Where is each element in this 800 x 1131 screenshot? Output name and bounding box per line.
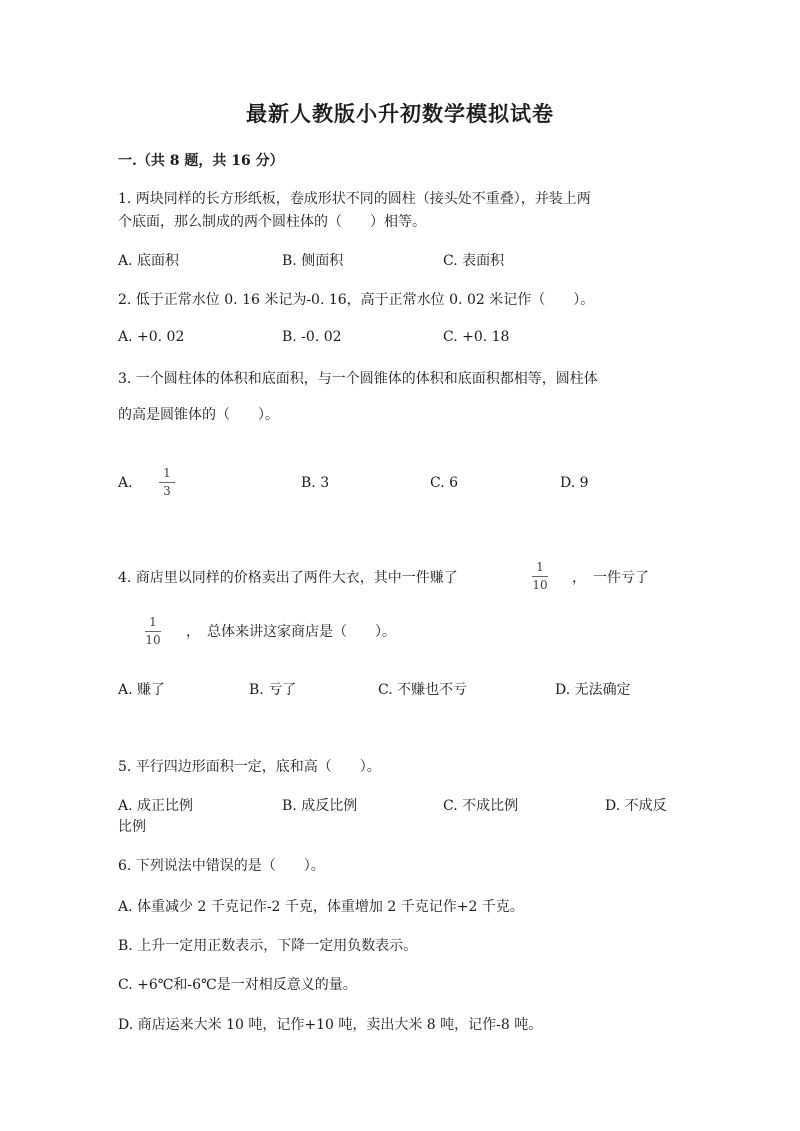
q6-option-a: A. 体重减少 2 千克记作-2 千克，体重增加 2 千克记作+2 千克。 [118, 899, 524, 915]
q4-fraction-gain [532, 561, 548, 591]
q3-option-d: D. 9 [560, 475, 589, 491]
q4-fraction-loss [145, 616, 161, 646]
q4-text-line1: 4. 商店里以同样的价格卖出了两件大衣，其中一件赚了 [118, 570, 458, 586]
fraction-bar [159, 482, 175, 483]
q4-option-b: B. 亏了 [249, 682, 297, 698]
q5-option-d: D. 不成反 [605, 798, 667, 814]
q2-option-b: B. -0. 02 [282, 329, 342, 345]
q3-option-a-fraction [159, 467, 175, 497]
q4-text-line2: ， 总体来讲这家商店是（ ）。 [186, 624, 396, 640]
q5-option-d-wrap: 比例 [118, 819, 146, 835]
q4-option-d: D. 无法确定 [555, 682, 631, 698]
q1-text-line2: 个底面，那么制成的两个圆柱体的（ ）相等。 [118, 214, 426, 230]
q1-option-a: A. 底面积 [118, 253, 180, 269]
q1-option-b: B. 侧面积 [282, 253, 344, 269]
page-title: 最新人教版小升初数学模拟试卷 [246, 101, 554, 126]
q5-option-c: C. 不成比例 [443, 798, 519, 814]
q4-option-c: C. 不赚也不亏 [378, 682, 468, 698]
q3-option-b: B. 3 [301, 475, 330, 491]
q3-text-line2: 的高是圆锥体的（ ）。 [118, 407, 279, 423]
fraction-denominator: 10 [145, 632, 161, 647]
fraction-bar [145, 631, 161, 632]
q1-option-c: C. 表面积 [443, 253, 505, 269]
q5-option-b: B. 成反比例 [282, 798, 358, 814]
q5-option-a: A. 成正比例 [118, 798, 194, 814]
q3-option-c: C. 6 [430, 475, 459, 491]
q6-option-b: B. 上升一定用正数表示，下降一定用负数表示。 [118, 938, 418, 954]
q3-text-line1: 3. 一个圆柱体的体积和底面积，与一个圆锥体的体积和底面积都相等，圆柱体 [118, 371, 598, 387]
fraction-denominator: 10 [532, 577, 548, 592]
q2-text: 2. 低于正常水位 0. 16 米记为-0. 16，高于正常水位 0. 02 米记作（ ）。 [118, 292, 595, 308]
fraction-bar [532, 576, 548, 577]
q4-text-line1-tail: ， 一件亏了 [572, 570, 649, 586]
fraction-numerator: 1 [149, 615, 157, 629]
q1-text-line1: 1. 两块同样的长方形纸板，卷成形状不同的圆柱（接头处不重叠），并装上两 [118, 191, 591, 207]
q2-option-a: A. +0. 02 [118, 329, 185, 345]
q6-option-c: C. +6℃和-6℃是一对相反意义的量。 [118, 977, 357, 993]
q2-option-c: C. +0. 18 [443, 329, 510, 345]
q6-option-d: D. 商店运来大米 10 吨，记作+10 吨，卖出大米 8 吨，记作-8 吨。 [118, 1017, 543, 1033]
q6-text: 6. 下列说法中错误的是（ ）。 [118, 858, 325, 874]
q4-option-a: A. 赚了 [118, 682, 166, 698]
fraction-numerator: 1 [536, 560, 544, 574]
q5-text: 5. 平行四边形面积一定，底和高（ ）。 [118, 759, 381, 775]
section-heading: 一.（共 8 题，共 16 分） [118, 153, 284, 169]
q3-option-a-label: A. [118, 475, 133, 491]
fraction-denominator: 3 [163, 483, 171, 498]
fraction-numerator: 1 [163, 466, 171, 480]
